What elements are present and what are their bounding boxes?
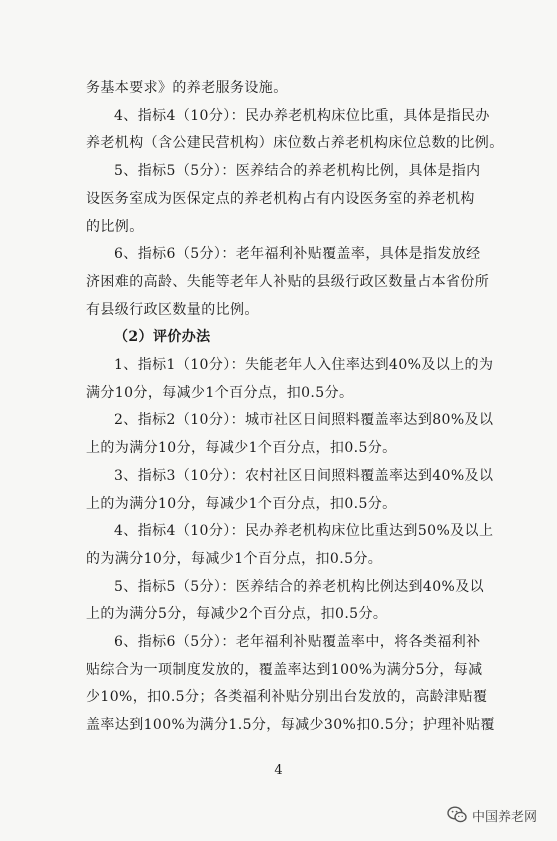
text-line: 6、指标6（5分）：老年福利补贴覆盖率，具体是指发放经 xyxy=(114,246,481,263)
text-line: 盖率达到100%为满分1.5分，每减少30%扣0.5分；护理补贴覆 xyxy=(86,717,495,734)
text-line: 有县级行政区数量的比例。 xyxy=(86,301,259,318)
text-line: 少10%，扣0.5分；各类福利补贴分别出台发放的，高龄津贴覆 xyxy=(86,689,488,706)
text-line: 4、指标4（10分）：民办养老机构床位比重，具体是指民办 xyxy=(114,107,490,124)
page-number: 4 xyxy=(274,763,283,778)
criterion-5 xyxy=(86,574,506,629)
paragraph-indicator-5 xyxy=(86,158,506,241)
watermark-text: 中国养老网 xyxy=(472,809,538,825)
text-line: 上的为满分10分，每减少1个百分点，扣0.5分。 xyxy=(86,495,397,512)
text-line: 务基本要求》的养老服务设施。 xyxy=(86,80,288,96)
criterion-1 xyxy=(86,352,506,407)
text-line: 设医务室成为医保定点的养老机构占有内设医务室的养老机构 xyxy=(86,190,475,207)
text-line: 5、指标5（5分）：医养结合的养老机构比例达到40%及以 xyxy=(114,578,485,595)
text-line: 的比例。 xyxy=(86,218,144,235)
text-line: 济困难的高龄、失能等老年人补贴的县级行政区数量占本省份所 xyxy=(86,273,490,290)
paragraph-indicator-6 xyxy=(86,241,506,324)
text-line: 上的为满分10分，每减少1个百分点，扣0.5分。 xyxy=(86,440,397,457)
paragraph-facility-requirement xyxy=(86,75,506,103)
text-line: 上的为满分5分，每减少2个百分点，扣0.5分。 xyxy=(86,606,388,623)
section-heading: （2）评价办法 xyxy=(114,329,211,346)
criterion-6 xyxy=(86,629,506,740)
text-line: 3、指标3（10分）：农村社区日间照料覆盖率达到40%及以 xyxy=(114,467,494,484)
text-line: 的为满分10分，每减少1个百分点，扣0.5分。 xyxy=(86,550,383,567)
watermark xyxy=(447,803,537,827)
text-line: 5、指标5（5分）：医养结合的养老机构比例，具体是指内 xyxy=(114,163,481,180)
wechat-icon xyxy=(447,806,467,824)
criterion-2 xyxy=(86,407,506,462)
text-line: 6、指标6（5分）：老年福利补贴覆盖率中，将各类福利补 xyxy=(114,634,481,651)
text-line: 2、指标2（10分）：城市社区日间照料覆盖率达到80%及以 xyxy=(114,412,494,429)
text-line: 养老机构（含公建民营机构）床位数占养老机构床位总数的比例。 xyxy=(86,135,504,152)
text-line: 1、指标1（10分）：失能老年人入住率达到40%及以上的为 xyxy=(114,357,494,374)
criterion-4 xyxy=(86,518,506,573)
text-line: 满分10分，每减少1个百分点，扣0.5分。 xyxy=(86,384,354,401)
paragraph-indicator-4 xyxy=(86,103,506,158)
text-line: 贴综合为一项制度发放的，覆盖率达到100%为满分5分，每减 xyxy=(86,661,483,678)
page-body xyxy=(86,75,506,740)
criterion-3 xyxy=(86,463,506,518)
text-line: 4、指标4（10分）：民办养老机构床位比重达到50%及以上 xyxy=(114,523,494,540)
